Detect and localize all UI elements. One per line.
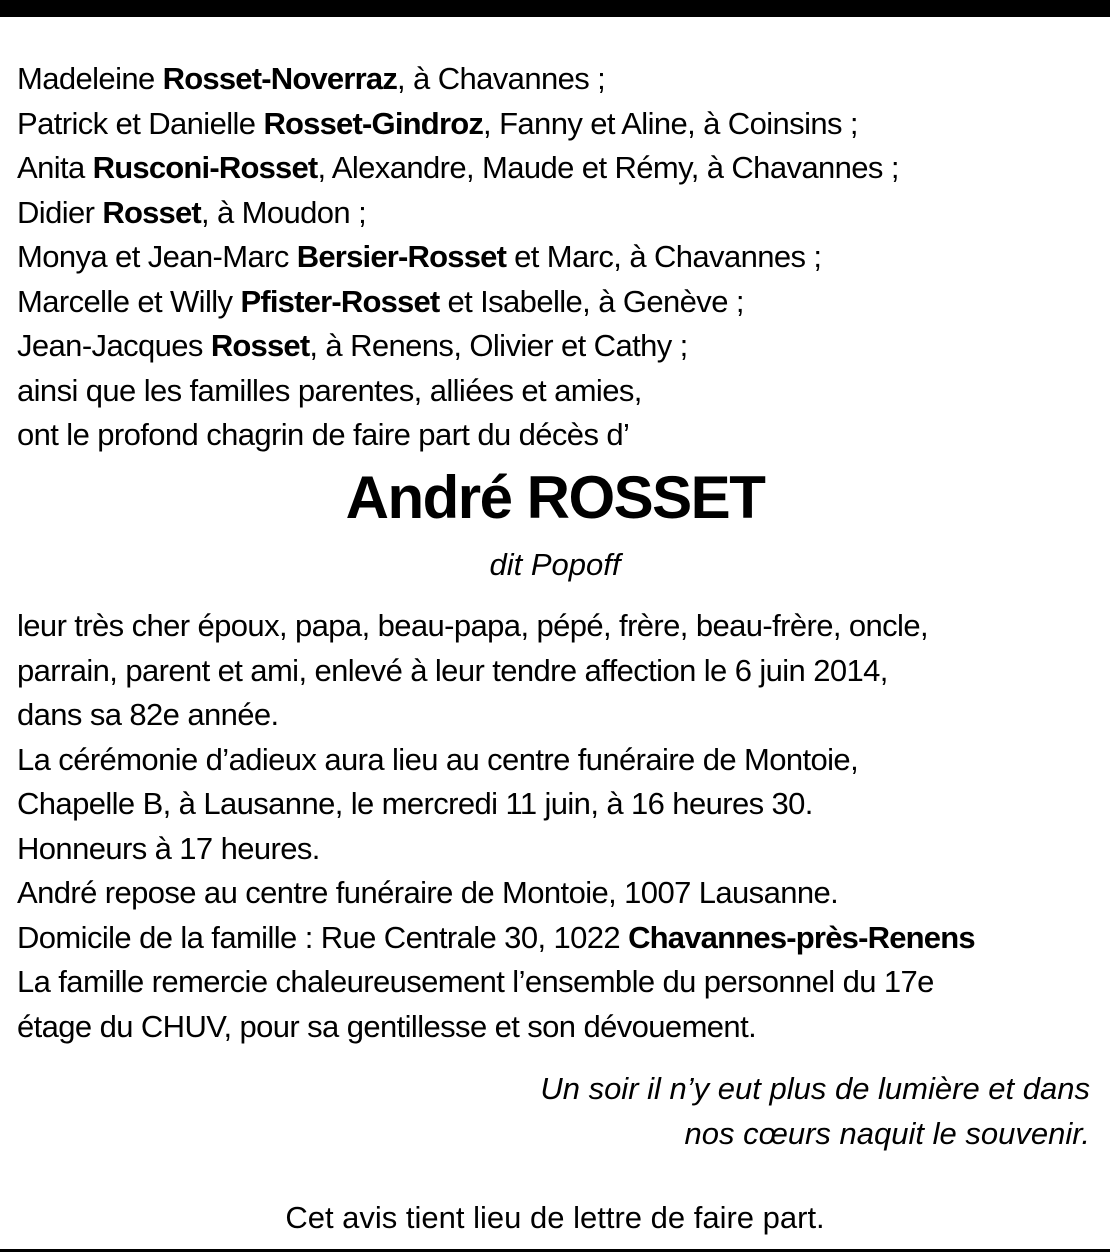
body-line	[17, 960, 1097, 1005]
body-line-text: La cérémonie d’adieux aura lieu au centre funéraire de Montoie,	[17, 741, 859, 777]
family-line-text: , Alexandre, Maude et Rémy, à Chavannes ;	[317, 150, 899, 185]
family-surname: Rosset	[102, 194, 201, 230]
family-line-text: et Isabelle, à Genève ;	[439, 283, 744, 319]
family-line-text: et Marc, à Chavannes ;	[506, 239, 822, 274]
family-surname: Rosset-Noverraz	[162, 61, 398, 96]
bottom-rule	[0, 1249, 1110, 1252]
family-line-text: Madeleine	[17, 61, 163, 96]
family-line-text: , à Moudon ;	[200, 194, 367, 230]
body-line	[17, 738, 1097, 783]
quote-line: Un soir il n’y eut plus de lumière et dans	[540, 1071, 1090, 1106]
family-line-text: ont le profond chagrin de faire part du décès d’	[17, 417, 630, 452]
body-line-text: La famille remercie chaleureusement l’ensemble du personnel du 17e	[17, 964, 934, 999]
family-surname: Rusconi-Rosset	[92, 150, 318, 185]
body-line	[17, 916, 1097, 961]
body-line	[17, 693, 1097, 738]
family-line-text: , à Renens, Olivier et Cathy ;	[309, 328, 688, 363]
family-line	[17, 324, 1097, 369]
quote-line: nos cœurs naquit le souvenir.	[684, 1116, 1090, 1151]
top-rule	[0, 0, 1110, 17]
family-line-text: Anita	[17, 150, 93, 185]
family-line	[17, 146, 1097, 191]
family-surname: Rosset-Gindroz	[263, 105, 484, 141]
body-line-text: parrain, parent et ami, enlevé à leur tendre affection le 6 juin 2014,	[17, 652, 888, 688]
family-line-text: Jean-Jacques	[17, 328, 211, 363]
closing-note: Cet avis tient lieu de lettre de faire part.	[285, 1200, 825, 1235]
announcement-body	[17, 604, 1097, 1049]
body-line-text: Domicile de la famille : Rue Centrale 30, 1022	[17, 919, 629, 955]
family-line-text: , à Chavannes ;	[397, 61, 606, 96]
body-line	[17, 604, 1097, 649]
family-line	[17, 413, 1097, 458]
family-surname: Pfister-Rosset	[240, 283, 440, 319]
family-surname: Rosset	[210, 328, 310, 363]
memorial-quote	[540, 1066, 1090, 1156]
family-surname: Bersier-Rosset	[296, 239, 507, 274]
body-line	[17, 782, 1097, 827]
family-line	[17, 369, 1097, 414]
body-line-text: Chapelle B, à Lausanne, le mercredi 11 juin, à 16 heures 30.	[17, 786, 813, 821]
family-line-text: ainsi que les familles parentes, alliées et amies,	[17, 372, 642, 408]
body-line	[17, 871, 1097, 916]
family-line	[17, 57, 1097, 102]
family-line-text: Monya et Jean-Marc	[17, 239, 297, 274]
body-line-text: Honneurs à 17 heures.	[17, 830, 320, 866]
family-line	[17, 102, 1097, 147]
body-line-text: étage du CHUV, pour sa gentillesse et son dévouement.	[17, 1008, 757, 1044]
body-line-bold: Chavannes-près-Renens	[628, 919, 975, 955]
family-list	[17, 57, 1097, 458]
body-line	[17, 827, 1097, 872]
family-line-text: , Fanny et Aline, à Coinsins ;	[483, 105, 858, 141]
body-line-text: dans sa 82e année.	[17, 697, 279, 732]
deceased-nickname: dit Popoff	[489, 547, 621, 582]
deceased-name: André ROSSET	[345, 464, 765, 531]
body-line	[17, 649, 1097, 694]
family-line-text: Patrick et Danielle	[17, 105, 264, 141]
family-line	[17, 280, 1097, 325]
family-line-text: Didier	[17, 194, 103, 230]
family-line	[17, 191, 1097, 236]
body-line-text: André repose au centre funéraire de Montoie, 1007 Lausanne.	[17, 875, 839, 910]
family-line	[17, 235, 1097, 280]
body-line	[17, 1005, 1097, 1050]
body-line-text: leur très cher époux, papa, beau-papa, pépé, frère, beau-frère, oncle,	[17, 608, 928, 643]
family-line-text: Marcelle et Willy	[17, 283, 241, 319]
